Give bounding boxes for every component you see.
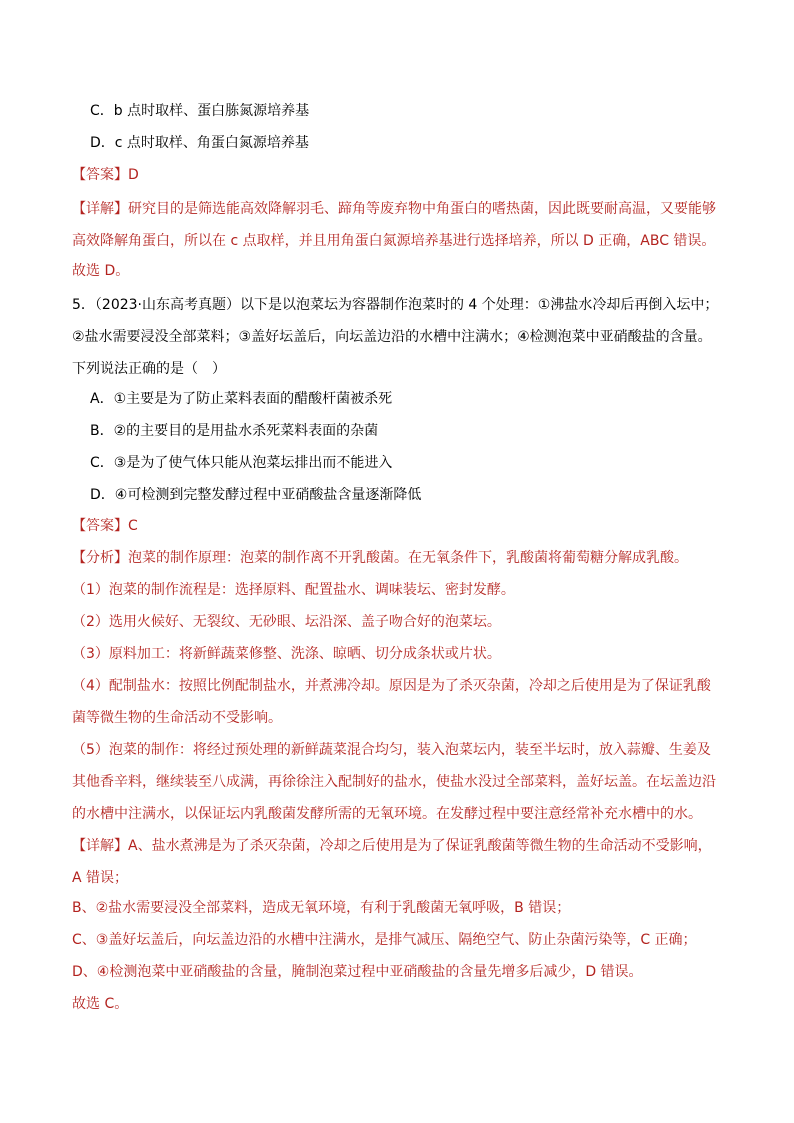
answer-tag: 【答案】	[72, 167, 128, 183]
q5-point-4: （4）配制盐水：按照比例配制盐水，并煮沸冷却。原因是为了杀灭杂菌，冷却之后使用是为了保证乳酸菌等微生物的生命活动不受影响。	[72, 678, 711, 726]
q5-option-a: A．①主要是为了防止菜料表面的醋酸杆菌被杀死	[90, 391, 393, 407]
q5-point-1: （1）泡菜的制作流程是：选择原料、配置盐水、调味装坛、密封发酵。	[72, 582, 515, 598]
q5-option-d: D．④可检测到完整发酵过程中亚硝酸盐含量逐渐降低	[90, 487, 422, 503]
answer-tag: 【答案】	[72, 518, 128, 534]
q5-answer	[72, 516, 138, 536]
detail-tag: 【详解】	[72, 838, 128, 854]
analysis-tag: 【分析】	[72, 550, 128, 566]
q5-point-2: （2）选用火候好、无裂纹、无砂眼、坛沿深、盖子吻合好的泡菜坛。	[72, 614, 501, 630]
q4-conclusion: 故选 D。	[72, 263, 130, 279]
answer-value: D	[128, 167, 139, 183]
q5-detail-c: C、③盖好坛盖后，向坛盖边沿的水槽中注满水，是排气减压、隔绝空气、防止杂菌污染等，C 正确；	[72, 932, 697, 948]
q4-detail	[72, 193, 720, 257]
q5-option-b: B．②的主要目的是用盐水杀死菜料表面的杂菌	[90, 423, 379, 439]
q5-option-c: C．③是为了使气体只能从泡菜坛排出而不能进入	[90, 455, 393, 471]
q5-stem: 5．（2023·山东高考真题）以下是以泡菜坛为容器制作泡菜时的 4 个处理：①沸盐水冷却后再倒入坛中；②盐水需要浸没全部菜料；③盖好坛盖后，向坛盖边沿的水槽中注满水；④检测泡菜中亚硝酸盐的含量。下列说法正确的是（ ）	[72, 297, 719, 377]
q5-point-3: （3）原料加工：将新鲜蔬菜修整、洗涤、晾晒、切分成条状或片状。	[72, 646, 501, 662]
detail-text: 研究目的是筛选能高效降解羽毛、蹄角等废弃物中角蛋白的嗜热菌，因此既要耐高温，又要能够高效降解角蛋白，所以在 c 点取样，并且用角蛋白氮源培养基进行选择培养，所以 D 正确，ABC 错误。	[72, 201, 716, 249]
q4-option-c: C．b 点时取样、蛋白胨氮源培养基	[90, 103, 310, 119]
q5-point-5: （5）泡菜的制作：将经过预处理的新鲜蔬菜混合均匀，装入泡菜坛内，装至半坛时，放入蒜瓣、生姜及其他香辛料，继续装至八成满，再徐徐注入配制好的盐水，使盐水没过全部菜料，盖好坛盖。在坛盖边沿的水槽中注满水，以保证坛内乳酸菌发酵所需的无氧环境。在发酵过程中要注意经常补充水槽中的水。	[72, 742, 716, 822]
q5-detail-a	[72, 830, 720, 894]
answer-value: C	[128, 518, 138, 534]
q5-detail-b: B、②盐水需要浸没全部菜料，造成无氧环境，有利于乳酸菌无氧呼吸，B 错误；	[72, 900, 571, 916]
q5-analysis	[72, 548, 688, 568]
q4-answer	[72, 165, 139, 185]
q5-conclusion: 故选 C。	[72, 996, 129, 1012]
analysis-text: 泡菜的制作原理：泡菜的制作离不开乳酸菌。在无氧条件下，乳酸菌将葡萄糖分解成乳酸。	[128, 550, 688, 566]
detail-a-text: A、盐水煮沸是为了杀灭杂菌，冷却之后使用是为了保证乳酸菌等微生物的生命活动不受影响，A 错误；	[72, 838, 712, 886]
q4-option-d: D．c 点时取样、角蛋白氮源培养基	[90, 135, 309, 151]
detail-tag: 【详解】	[72, 201, 128, 217]
q5-detail-d: D、④检测泡菜中亚硝酸盐的含量，腌制泡菜过程中亚硝酸盐的含量先增多后减少，D 错误。	[72, 964, 643, 980]
